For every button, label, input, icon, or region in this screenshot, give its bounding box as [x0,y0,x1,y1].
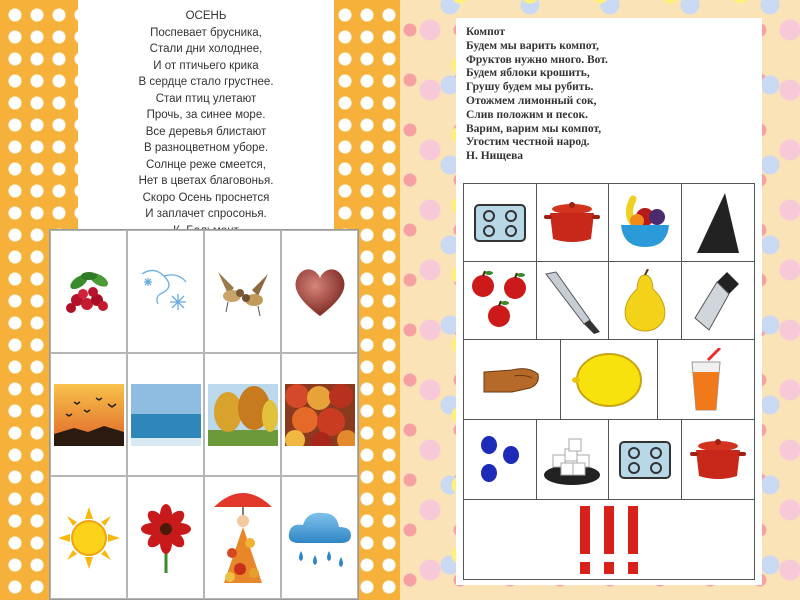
compot-card [456,18,762,585]
poem-line: Прочь, за синее море. [146,109,266,121]
red-flower-icon [127,476,204,599]
poem-line: Будем мы варить компот, [466,39,599,52]
poem-line: Скоро Осень проснется [142,191,270,204]
poem-line: И от птичьего крика [153,59,259,72]
compot-poem [466,26,756,164]
knife-icon [537,262,610,340]
stove-icon [464,184,537,262]
snowflake-icon [127,230,204,353]
poem-line: Солнце реже смеется, [146,158,266,171]
lemon-icon [561,340,658,420]
compot-picture-grid [463,183,755,580]
poem-line: Слив положим и песок. [466,108,589,121]
sugar-bowl-icon [537,420,610,500]
squeezing-hand-icon [464,340,561,420]
autumn-girl-umbrella-icon [204,476,281,599]
pot-icon [537,184,610,262]
poem-line: Все деревья блистают [145,125,267,138]
compot-poem-title: Компот [466,26,506,38]
poem-line: И заплачет спросонья. [145,208,267,220]
poem-line: Поспевает брусника, [150,26,262,39]
poem-line: Стали дни холоднее, [149,43,263,55]
poem-line: Угостим честной народ. [466,136,590,149]
poem-line: Стаи птиц улетают [155,92,257,105]
colorful-foliage-icon [281,353,358,476]
pot-icon [682,420,755,500]
pear-icon [609,262,682,340]
autumn-poem-title: ОСЕНЬ [185,10,227,22]
birds-icon [204,230,281,353]
apples-icon [464,262,537,340]
stove-icon [609,420,682,500]
poem-line: Нет в цветах благовонья. [138,175,274,187]
rain-cloud-icon [281,476,358,599]
autumn-poem-card [78,0,334,230]
autumn-trees-icon [204,353,281,476]
heart-icon [281,230,358,353]
exclamation-marks-icon [464,500,754,579]
poem-line: Грушу будем мы рубить. [466,81,594,94]
triangle-icon [682,184,755,262]
juice-glass-icon [658,340,754,420]
poem-line: В сердце стало грустнее. [138,76,274,88]
poem-line: Отожмем лимонный сок, [466,94,597,107]
poem-line: Фруктов нужно много. Вот. [466,53,608,66]
fruit-bowl-icon [609,184,682,262]
autumn-picture-grid [49,229,359,600]
flying-birds-sunset-icon [50,353,127,476]
compot-poem-author: Н. Нищева [466,150,524,163]
plums-icon [464,420,537,500]
cleaver-icon [682,262,755,340]
poem-line: В разноцветном уборе. [143,142,269,154]
sun-icon [50,476,127,599]
poem-line: Варим, варим мы компот, [466,122,602,135]
poem-line: Будем яблоки крошить, [466,67,590,80]
blue-sea-icon [127,353,204,476]
lingonberry-icon [50,230,127,353]
